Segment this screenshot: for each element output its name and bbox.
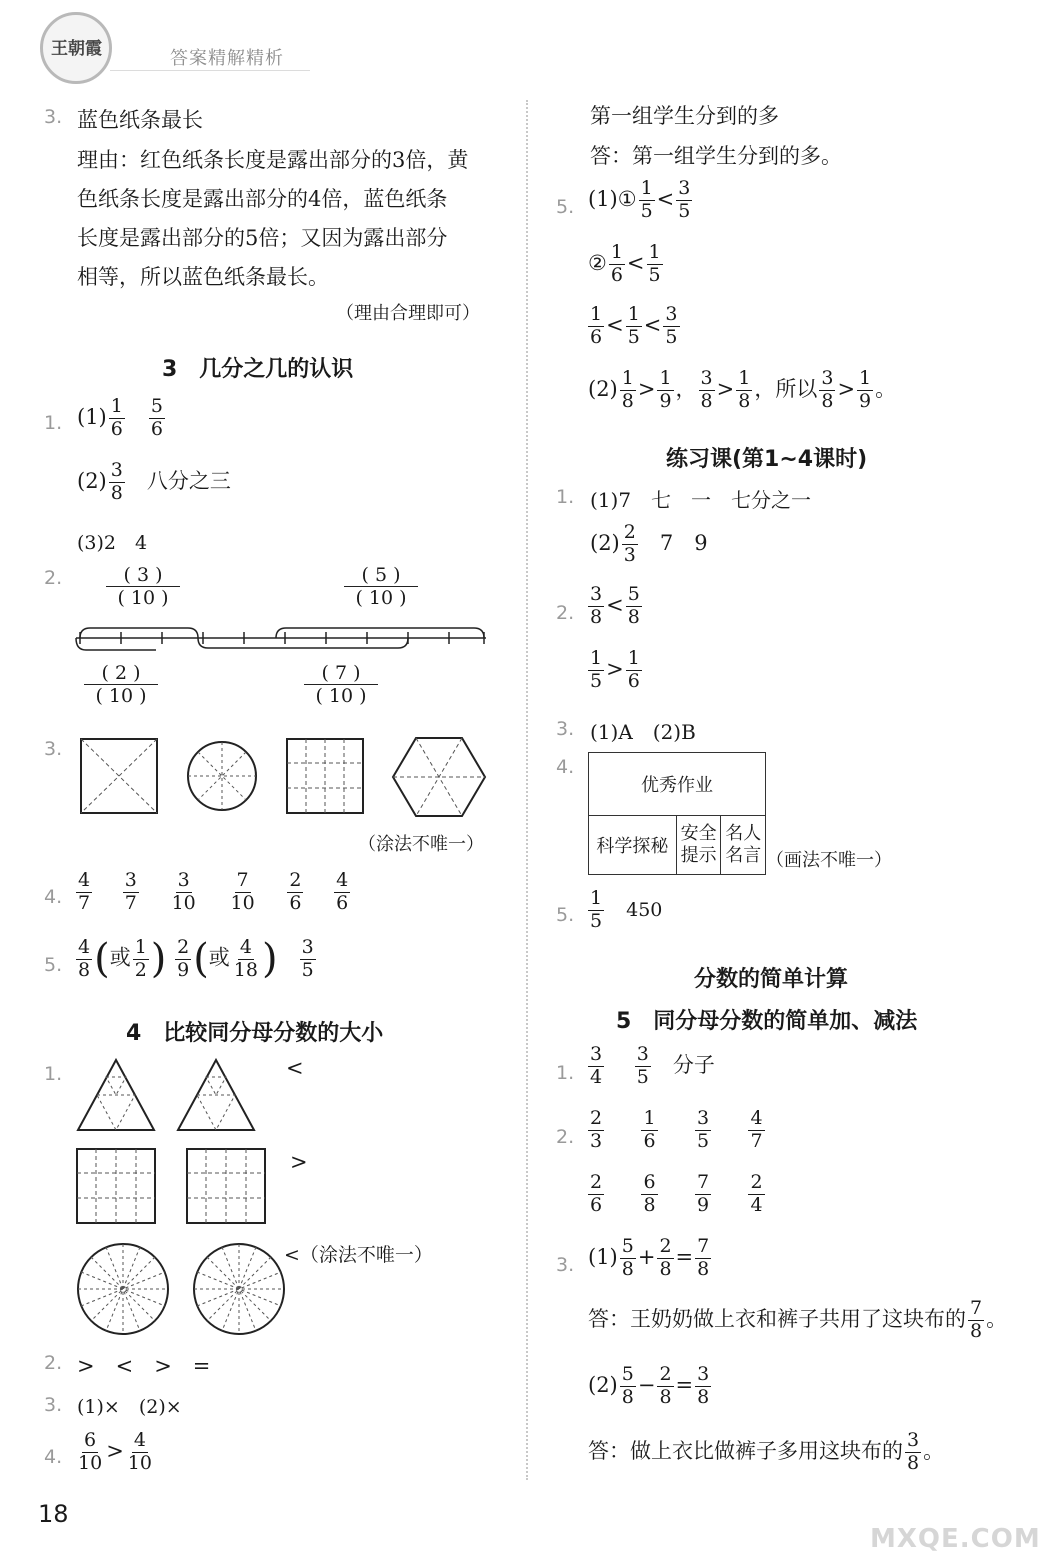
comparison: ② $\frac{1}{6}$ < $\frac{1}{5}$	[588, 241, 661, 286]
section-title: 4 比较同分母分数的大小	[126, 1021, 384, 1046]
comparison: (2) $\frac{1}{8}$ > $\frac{1}{9}$ ， $\frac{3}{8}$ > $\frac{1}{8}$ ，所以 $\frac{3}{8}$ > $\frac{1}{9}$ 。	[588, 367, 897, 412]
question-number: 5.	[44, 954, 63, 976]
answer-text: (2) $\frac{2}{3}$ 7 9	[590, 521, 708, 566]
section-title: 分数的简单计算	[694, 967, 849, 992]
question-number: 1.	[556, 1062, 575, 1084]
shape-hexagon	[392, 736, 486, 818]
question-number: 5.	[556, 904, 575, 926]
reason-line: 长度是露出部分的5倍；又因为露出部分	[77, 226, 448, 250]
section-title: 3 几分之几的认识	[162, 357, 354, 382]
answer-text: 答：第一组学生分到的多。	[590, 144, 842, 168]
question-number: 4.	[44, 1446, 63, 1468]
equation: (2) $\frac{5}{8}$ − $\frac{2}{8}$ = $\frac{3}{8}$	[588, 1363, 710, 1408]
answer-text: (1)A (2)B	[590, 720, 696, 744]
reason-line: 理由：红色纸条长度是露出部分的3倍，黄	[77, 148, 469, 172]
fraction-5-10: ( 5 ) ( 10 )	[344, 564, 418, 609]
grid-rect-a	[76, 1148, 156, 1224]
answer-text: 蓝色纸条最长	[77, 108, 203, 132]
question-number: 1.	[44, 1063, 63, 1085]
q1-part3: (3)2 4	[77, 532, 148, 554]
section-subtitle: 5 同分母分数的简单加、减法	[616, 1009, 918, 1034]
answer-text: (1)7 七 一 七分之一	[590, 488, 812, 512]
answer-text: $\frac{3}{4}$ $\frac{3}{5}$ 分子	[590, 1043, 715, 1088]
compare-sign: >	[290, 1150, 308, 1174]
question-number: 2.	[556, 1126, 575, 1148]
answer-text: 答：做上衣比做裤子多用这块布的 $\frac{3}{8}$ 。	[588, 1429, 945, 1474]
fraction-answer: $\frac{4}{8}$ (或 $\frac{1}{2}$ ) $\frac{2}{9}$ (或 $\frac{4}{18}$ ) $\frac{3}{5}$	[78, 935, 314, 982]
question-number: 2.	[44, 1352, 63, 1374]
answer-text: 答：王奶奶做上衣和裤子共用了这块布的 $\frac{7}{8}$ 。	[588, 1297, 1008, 1342]
compare-sign: <	[286, 1056, 304, 1080]
question-number: 3.	[44, 106, 63, 128]
section-title: 练习课(第1~4课时)	[666, 447, 868, 472]
note: （画法不唯一）	[766, 850, 892, 871]
fraction-2-10: ( 2 ) ( 10 )	[84, 662, 158, 707]
table-cell: 安全提示	[676, 816, 721, 875]
grid-rect-b	[186, 1148, 266, 1224]
triangle-shape-b	[176, 1058, 256, 1132]
reason-line: 相等，所以蓝色纸条最长。	[77, 265, 329, 289]
fraction-row: $\frac{2}{6}$ $\frac{6}{8}$ $\frac{7}{9}$ $\frac{2}{4}$	[590, 1171, 763, 1216]
question-number: 2.	[556, 602, 575, 624]
fraction-3-10: ( 3 ) ( 10 )	[106, 564, 180, 609]
shape-grid-square	[286, 738, 364, 814]
question-number: 3.	[556, 718, 575, 740]
q1-part2: (2) $\frac{3}{8}$ 八分之三	[77, 459, 231, 504]
answer-text: > < > =	[77, 1354, 211, 1378]
fraction-list: $\frac{4}{7}$ $\frac{3}{7}$ $\frac{3}{10}$ $\frac{7}{10}$ $\frac{2}{6}$ $\frac{4}{6}$	[78, 869, 349, 914]
header-title: 答案精解精析	[170, 48, 284, 69]
comparison: $\frac{6}{10}$ > $\frac{4}{10}$	[78, 1429, 152, 1474]
reason-line: 色纸条长度是露出部分的4倍，蓝色纸条	[77, 187, 448, 211]
equation: (1) $\frac{5}{8}$ + $\frac{2}{8}$ = $\frac{7}{8}$	[588, 1235, 710, 1280]
answer-text: 第一组学生分到的多	[590, 104, 779, 128]
number-line-diagram	[76, 622, 488, 658]
shape-square-diagonals	[80, 738, 158, 814]
comparison: (1)① $\frac{1}{5}$ < $\frac{3}{5}$	[588, 177, 691, 222]
circle-sectors-a	[76, 1242, 170, 1336]
watermark: MXQE.COM	[870, 1524, 1041, 1554]
logo-text: 王朝霞	[51, 39, 102, 59]
question-number: 4.	[556, 756, 575, 778]
header-rule	[110, 70, 310, 71]
table-cell: 优秀作业	[589, 753, 766, 816]
fraction-7-10: ( 7 ) ( 10 )	[304, 662, 378, 707]
circle-sectors-b	[192, 1242, 286, 1336]
question-number: 1.	[556, 486, 575, 508]
question-number: 3.	[44, 1394, 63, 1416]
note: （涂法不唯一）	[358, 834, 484, 855]
question-number: 3.	[556, 1254, 575, 1276]
compare-sign-note: <（涂法不唯一）	[284, 1244, 433, 1266]
note: （理由合理即可）	[336, 303, 480, 324]
question-number: 1.	[44, 412, 63, 434]
partition-table	[588, 752, 766, 875]
comparison: $\frac{1}{5}$ > $\frac{1}{6}$	[590, 647, 640, 692]
question-number: 2.	[44, 567, 63, 589]
fraction-row: $\frac{2}{3}$ $\frac{1}{6}$ $\frac{3}{5}$ $\frac{4}{7}$	[590, 1107, 763, 1152]
table-cell: 名人名言	[721, 816, 766, 875]
comparison: $\frac{3}{8}$ < $\frac{5}{8}$	[590, 583, 640, 628]
question-number: 5.	[556, 196, 575, 218]
triangle-shape-a	[76, 1058, 156, 1132]
answer-text: (1)× (2)×	[77, 1396, 182, 1418]
question-number: 3.	[44, 738, 63, 760]
page-number: 18	[38, 1500, 69, 1528]
shape-circle-sectors	[186, 740, 258, 812]
table-cell: 科学探秘	[589, 816, 677, 875]
comparison: $\frac{1}{6}$ < $\frac{1}{5}$ < $\frac{3}{5}$	[590, 303, 678, 348]
q1-part1: (1) $\frac{1}{6}$ $\frac{5}{6}$	[77, 395, 163, 440]
question-number: 4.	[44, 886, 63, 908]
column-divider	[526, 100, 528, 1480]
answer-text: $\frac{1}{5}$ 450	[590, 887, 663, 932]
